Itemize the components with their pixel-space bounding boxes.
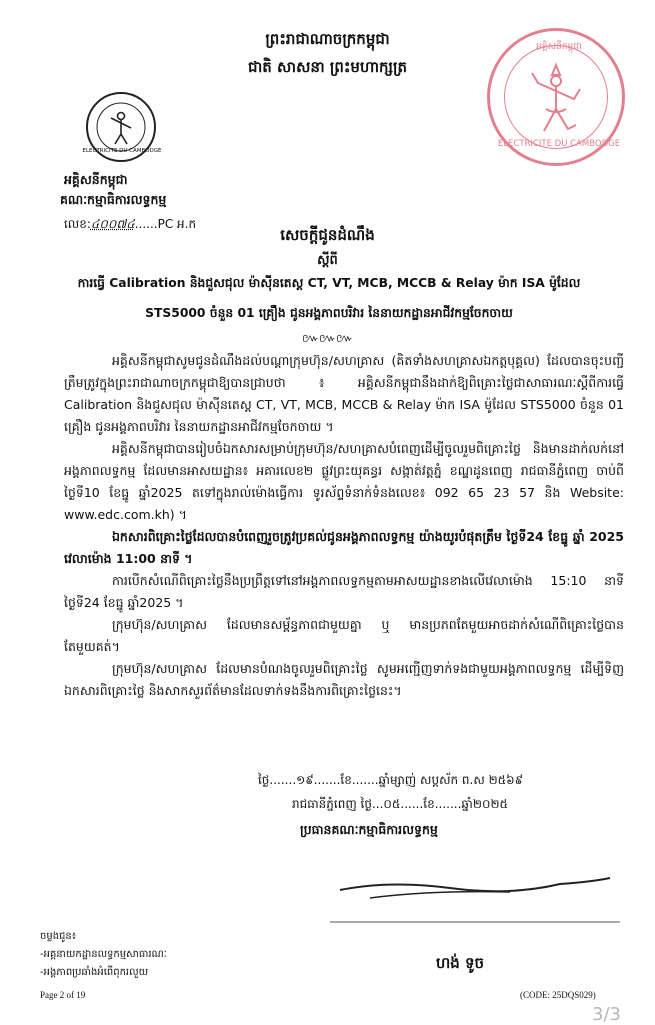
document-code: (CODE: 25DQS029) <box>520 990 596 1000</box>
notice-title: សេចក្តីជូនដំណឹង <box>280 226 375 244</box>
stamp-text-bottom: ELECTRICITE DU CAMBODGE <box>497 139 621 149</box>
issuer-org: អគ្គិសនីកម្ពុជា <box>64 172 128 187</box>
handwritten-signature <box>330 860 630 930</box>
notice-subject-line1: ការធ្វើ Calibration និងជួសជុល ម៉ាស៊ីនតេស្ត CT, VT, MCB, MCCB & Relay ម៉ាក ISA ម៉ូដែល <box>77 276 581 290</box>
paragraph-eligibility: ក្រុមហ៊ុន/សហគ្រាស ដែលមានសម្ព័ន្ធភាពជាមួយគ្នា ឬ មានប្រភពតែមួយអាចដាក់សំណើពិគ្រោះថ្លៃបានតែមួយគត់។ <box>64 617 624 654</box>
cc-item: -អគ្គនាយកដ្ឋានលទ្ធកម្មសាធារណៈ <box>40 949 167 960</box>
cc-label: ចម្លងជូន៖ <box>40 931 77 942</box>
signatory-name: ហង់ ទូច <box>435 954 485 972</box>
reference-label: លេខ: <box>64 217 91 231</box>
notice-body <box>64 350 624 702</box>
solar-date: រាជធានីភ្នំពេញ ថ្ងៃ...០៥......ខែ.......ឆ្នាំ២០២៥ <box>292 797 509 811</box>
issuer-department: គណៈកម្មាធិការលទ្ធកម្ម <box>60 192 167 207</box>
apsara-figure-icon <box>524 59 588 139</box>
paragraph-deadline: ឯកសារពិគ្រោះថ្លៃដែលបានបំពេញរួចត្រូវប្រគល់ជូនអង្គភាពលទ្ធកម្ម យ៉ាងយូរបំផុតត្រឹម ថ្ងៃទី24 ខែធ្នូ ឆ្នាំ 2025 វេលាម៉ោង 11:00 នាទី ។ <box>64 529 624 566</box>
stamp-text-top: អគ្គិសនីកម្ពុជា <box>536 42 582 52</box>
national-motto: ជាតិ សាសនា ព្រះមហាក្សត្រ <box>248 58 407 76</box>
cc-item: -អង្គភាពប្រឆាំងអំពើពុករលួយ <box>40 967 149 978</box>
page-watermark: 3/3 <box>592 1004 621 1025</box>
divider-ornament: ៚៚៚ <box>302 331 353 345</box>
paragraph-opening: ការបើកសំណើពិគ្រោះថ្លៃនឹងប្រព្រឹត្តទៅនៅអង្គភាពលទ្ធកម្មតាមអាសយដ្ឋានខាងលើវេលាម៉ោង 15:10 នាទី ថ្ងៃទី24 ខែធ្នូ ឆ្នាំ2025 ។ <box>64 573 624 610</box>
cc-block <box>40 928 167 982</box>
paragraph-announcement: អគ្គិសនីកម្ពុជាសូមជូនដំណឹងដល់បណ្តាក្រុមហ៊ុន/សហគ្រាស (គិតទាំងសហគ្រាសឯកត្តបុគ្គល) ដែលបានចុះបញ្ជីត្រឹមត្រូវក្នុងព្រះរាជាណាចក្រកម្ពុជាឱ្យបានជ្រាបថា ៖ អគ្គិសនីកម្ពុជានឹងដាក់ឱ្យពិគ្រោះថ្លៃជាសាធារណៈស្តីពីការធ្វើ Calibration និងជួសជុល ម៉ាស៊ីនតេស្ត CT, VT, MCB, MCCB & Relay ម៉ាក ISA ម៉ូដែល STS5000 ចំនួន 01 គ្រឿង ជូនអង្គភាពបរិវារ នៃនាយកដ្ឋានអាជីវកម្មចែកចាយ ។ <box>64 353 624 434</box>
signatory-title: ប្រធានគណៈកម្មាធិការលទ្ធកម្ម <box>300 822 438 837</box>
edc-stamp <box>487 28 625 166</box>
page-number: Page 2 of 19 <box>40 990 86 1000</box>
reference-suffix: ......PC អ.ក <box>134 217 197 231</box>
seal-text: ELECTRICITE DU CAMBODGE <box>82 148 162 154</box>
edc-seal <box>82 92 162 162</box>
reference-value: ៤០០៧៤ <box>90 217 135 231</box>
notice-subtitle: ស្តីពី <box>317 253 338 268</box>
notice-subject-line2: STS5000 ចំនួន 01 គ្រឿង ជូនអង្គភាពបរិវារ នៃនាយកដ្ឋានអាជីវកម្មចែកចាយ <box>145 306 513 320</box>
paragraph-documents: អគ្គិសនីកម្ពុជាបានរៀបចំឯកសារសម្រាប់ក្រុមហ៊ុន/សហគ្រាសបំពេញដើម្បីចូលរួមពិគ្រោះថ្លៃ និងមានដាក់លក់នៅអង្គភាពលទ្ធកម្ម ដែលមានអាសយដ្ឋាន៖ អគារលេខ២ ផ្លូវព្រះយុគន្ធរ សង្កាត់វត្តភ្នំ ខណ្ឌដូនពេញ រាជធានីភ្នំពេញ ចាប់ពីថ្ងៃទី10 ខែធ្នូ ឆ្នាំ2025 តទៅក្នុងរាល់ម៉ោងធ្វើការ ទូរស័ព្ទទំនាក់ទំនងលេខ៖ 092 65 23 57 និង Website: www.edc.com.kh) ។ <box>64 441 624 522</box>
lunar-date: ថ្ងៃ.......១៩.......ខែ.......ឆ្នាំម្សាញ់ សប្តស័ក ព.ស ២៥៦៩ <box>258 773 524 787</box>
kingdom-title: ព្រះរាជាណាចក្រកម្ពុជា <box>265 30 390 48</box>
paragraph-contact: ក្រុមហ៊ុន/សហគ្រាស ដែលមានបំណងចូលរួមពិគ្រោះថ្លៃ សូមអញ្ជើញទាក់ទងជាមួយអង្គភាពលទ្ធកម្ម ដើម្បីទិញ ឯកសារពិគ្រោះថ្លៃ និងសាកសួរព័ត៌មានដែលទាក់ទងនឹងការពិគ្រោះថ្លៃនេះ។ <box>64 661 624 698</box>
